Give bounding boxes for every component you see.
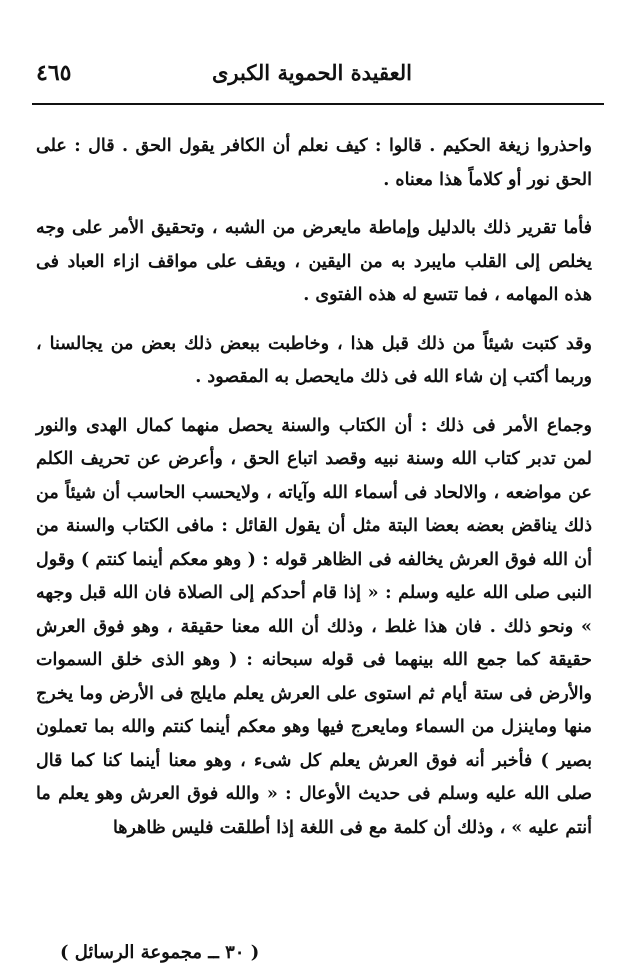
- header-divider: [32, 103, 604, 105]
- page-header: [36, 58, 602, 100]
- paragraph-2: فأما تقرير ذلك بالدليل وإماطة مايعرض من الشبه ، وتحقيق الأمر على وجه يخلص إلى القلب مايبرد به من اليقين ، ويقف على مواقف ازاء العباد فى هذه المهامه ، فما تتسع له هذه الفتوى .: [36, 218, 592, 305]
- signature-line: ( ٣٠ ــ مجموعة الرسائل ): [60, 942, 260, 963]
- book-title: العقيدة الحموية الكبرى: [211, 60, 412, 85]
- body-text: [36, 130, 592, 845]
- paragraph-1: واحذروا زيغة الحكيم . قالوا : كيف نعلم أن الكافر يقول الحق . قال : على الحق نور أو كلاماً هذا معناه .: [36, 136, 592, 190]
- paragraph-4: وجماع الأمر فى ذلك : أن الكتاب والسنة يحصل منهما كمال الهدى والنور لمن تدبر كتاب الله وسنة نبيه وقصد اتباع الحق ، وأعرض عن تحريف الكلم عن مواضعه ، والالحاد فى أسماء الله وآياته ، ولايحسب الحاسب أن شيئاً من ذلك يناقض بعضه بعضا البتة مثل أن يقول القائل : مافى الكتاب والسنة من أن الله فوق العرش يخالفه فى الظاهر قوله : ( وهو معكم أينما كنتم ) وقول النبى صلى الله عليه وسلم : « إذا قام أحدكم إلى الصلاة فان الله قبل وجهه » ونحو ذلك . فان هذا غلط ، وذلك أن الله معنا حقيقة ، وهو فوق العرش حقيقة كما جمع الله بينهما فى قوله سبحانه : ( وهو الذى خلق السموات والأرض فى ستة أيام ثم استوى على العرش يعلم مايلج فى الأرض وما يخرج منها وماينزل من السماء ومايعرج فيها وهو معكم أينما كنتم والله بما تعملون بصير ) فأخبر أنه فوق العرش يعلم كل شىء ، وهو معنا أينما كنا كما قال صلى الله عليه وسلم فى حديث الأوعال : « والله فوق العرش وهو يعلم ما أنتم عليه » ، وذلك أن كلمة مع فى اللغة إذا أطلقت فليس ظاهرها: [36, 415, 592, 838]
- page-number: ٤٦٥: [36, 60, 72, 86]
- paragraph-3: وقد كتبت شيئاً من ذلك قبل هذا ، وخاطبت ببعض ذلك بعض من يجالسنا ، وربما أكتب إن شاء الله فى ذلك مايحصل به المقصود .: [36, 333, 593, 387]
